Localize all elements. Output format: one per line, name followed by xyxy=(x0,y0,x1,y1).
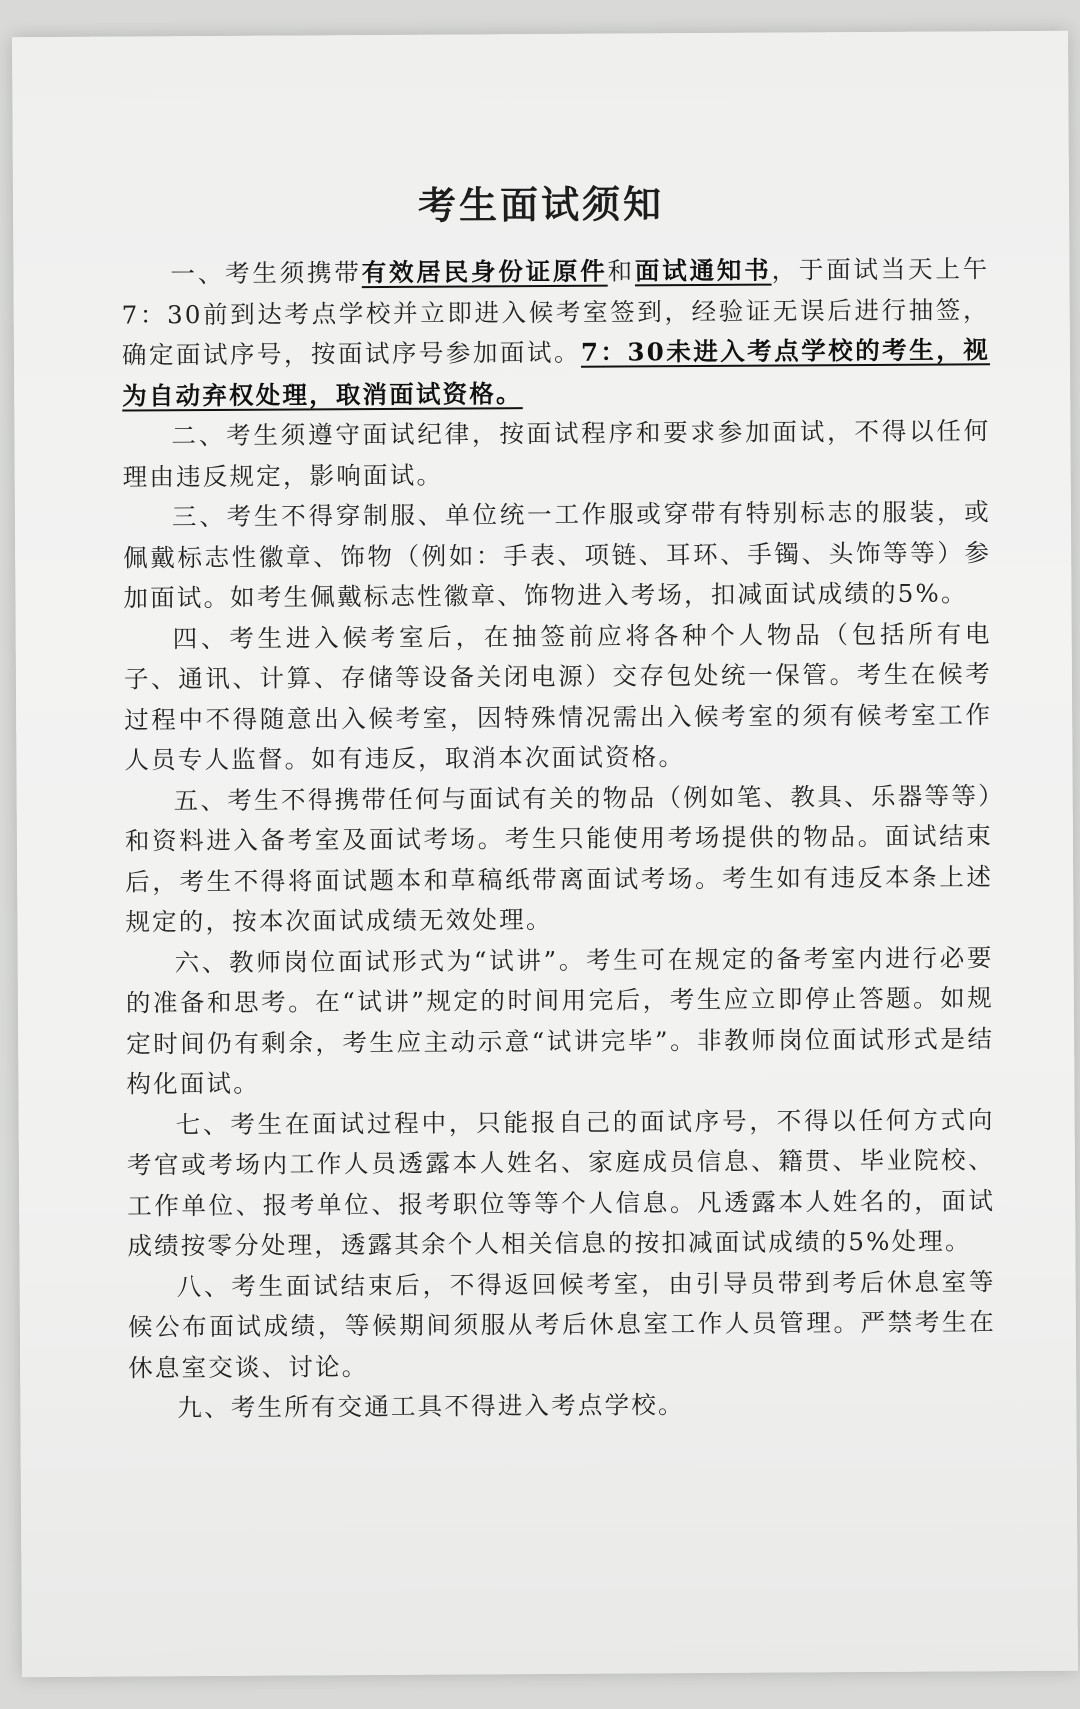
rule-paragraph-6: 六、教师岗位面试形式为“试讲”。考生可在规定的备考室内进行必要的准备和思考。在“试讲”规定的时间用完后，考生应立即停止答题。如规定时间仍有剩余，考生应主动示意“试讲完毕”。非教师岗位面试形式是结构化面试。 xyxy=(125,942,995,1099)
rule-paragraph-1 xyxy=(121,249,990,416)
document-title: 考生面试须知 xyxy=(417,181,665,228)
rule-paragraph-8: 八、考生面试结束后，不得返回候考室，由引导员带到考后休息室等候公布面试成绩，等候期间须服从考后休息室工作人员管理。严禁考生在休息室交谈、讨论。 xyxy=(127,1266,996,1383)
rule-paragraph-7: 七、考生在面试过程中，只能报自己的面试序号，不得以任何方式向考官或考场内工作人员透露本人姓名、家庭成员信息、籍贯、毕业院校、工作单位、报考单位、报考职位等等个人信息。凡透露本人姓名的，面试成绩按零分处理，透露其余个人相关信息的按扣减面试成绩的5%处理。 xyxy=(126,1104,996,1261)
rule-paragraph-5: 五、考生不得携带任何与面试有关的物品（例如笔、教具、乐器等等）和资料进入备考室及面试考场。考生只能使用考场提供的物品。面试结束后，考生不得将面试题本和草稿纸带离面试考场。考生如有违反本条上述规定的，按本次面试成绩无效处理。 xyxy=(124,780,994,937)
rule-paragraph-2: 二、考生须遵守面试纪律，按面试程序和要求参加面试，不得以任何理由违反规定，影响面试。 xyxy=(122,416,991,492)
id-card-requirement: 有效居民身份证原件 xyxy=(361,256,608,288)
late-arrival-warning: 7：30未进入考点学校的考生，视为自动弃权处理，取消面试资格。 xyxy=(122,335,991,411)
interview-notice-requirement: 面试通知书 xyxy=(634,255,772,286)
rule-1-text: 一、考生须携带 xyxy=(170,258,362,289)
rule-paragraph-9: 九、考生所有交通工具不得进入考点学校。 xyxy=(177,1390,685,1423)
rule-1-continued: ，于面试当天上午7：30前到达考点学校并立即进入候考室签到，经验证无误后进行抽签，确定面试序号，按面试序号参加面试。 xyxy=(121,254,990,370)
document-page xyxy=(12,31,1078,1677)
rule-1-conjunction: 和 xyxy=(607,256,636,286)
rule-paragraph-4: 四、考生进入候考室后，在抽签前应将各种个人物品（包括所有电子、通讯、计算、存储等设备关闭电源）交存包处统一保管。考生在候考过程中不得随意出入候考室，因特殊情况需出入候考室的须有候考室工作人员专人监督。如有违反，取消本次面试资格。 xyxy=(123,618,993,775)
document-body xyxy=(121,249,996,1429)
rule-paragraph-3: 三、考生不得穿制服、单位统一工作服或穿带有特别标志的服装，或佩戴标志性徽章、饰物（例如：手表、项链、耳环、手镯、头饰等等）参加面试。如考生佩戴标志性徽章、饰物进入考场，扣减面试成绩的5%。 xyxy=(123,497,992,613)
